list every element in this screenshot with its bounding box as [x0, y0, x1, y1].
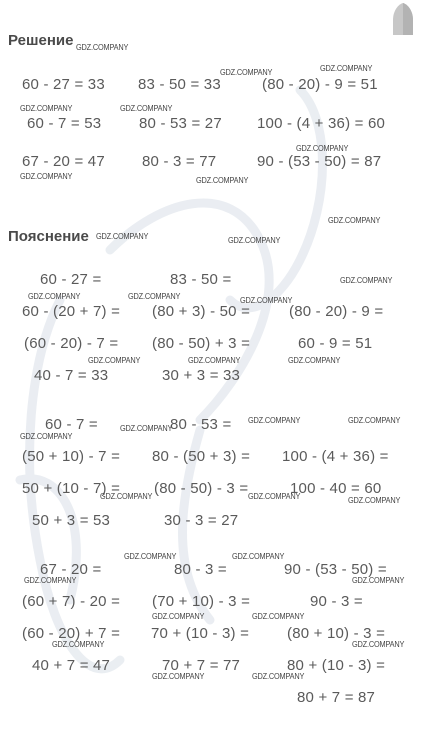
explanation-step: 70 + (10 - 3) = — [151, 625, 250, 642]
explanation-step: (60 - 20) + 7 = — [22, 625, 121, 642]
solution-equation: 90 - (53 - 50) = 87 — [257, 153, 382, 170]
solution-equation: 80 - 53 = 27 — [139, 115, 222, 132]
watermark-label: GDZ.COMPANY — [296, 144, 349, 153]
watermark-label: GDZ.COMPANY — [240, 296, 293, 305]
explanation-step: 100 - (4 + 36) = — [282, 448, 389, 465]
watermark-label: GDZ.COMPANY — [328, 216, 381, 225]
explanation-step: (80 - 50) - 3 = — [154, 480, 249, 497]
watermark-label: GDZ.COMPANY — [320, 64, 373, 73]
watermark-label: GDZ.COMPANY — [120, 424, 173, 433]
watermark-label: GDZ.COMPANY — [20, 172, 73, 181]
solution-equation: 100 - (4 + 36) = 60 — [257, 115, 386, 132]
explanation-step: 70 + 7 = 77 — [162, 657, 241, 674]
explanation-step: (80 + 10) - 3 = — [287, 625, 386, 642]
logo-icon — [390, 2, 416, 36]
watermark-label: GDZ.COMPANY — [100, 492, 153, 501]
solution-equation: 80 - 3 = 77 — [142, 153, 217, 170]
watermark-label: GDZ.COMPANY — [52, 640, 105, 649]
watermark-label: GDZ.COMPANY — [252, 612, 305, 621]
explanation-step: 90 - (53 - 50) = — [284, 561, 387, 578]
watermark-label: GDZ.COMPANY — [248, 492, 301, 501]
solution-equation: (80 - 20) - 9 = 51 — [262, 76, 378, 93]
watermark-label: GDZ.COMPANY — [96, 232, 149, 241]
explanation-step: 90 - 3 = — [310, 593, 363, 610]
explanation-step: (60 - 20) - 7 = — [24, 335, 119, 352]
watermark-label: GDZ.COMPANY — [352, 640, 405, 649]
explanation-step: (80 - 20) - 9 = — [289, 303, 384, 320]
solution-heading: Решение — [8, 32, 74, 49]
explanation-step: 80 - 3 = — [174, 561, 227, 578]
explanation-step: 60 - 27 = — [40, 271, 102, 288]
explanation-heading: Пояснение — [8, 228, 89, 245]
watermark-label: GDZ.COMPANY — [288, 356, 341, 365]
watermark-label: GDZ.COMPANY — [228, 236, 281, 245]
watermark-label: GDZ.COMPANY — [24, 576, 77, 585]
explanation-step: 67 - 20 = — [40, 561, 102, 578]
watermark-label: GDZ.COMPANY — [252, 672, 305, 681]
explanation-step: (80 + 3) - 50 = — [152, 303, 251, 320]
explanation-step: (60 + 7) - 20 = — [22, 593, 121, 610]
watermark-label: GDZ.COMPANY — [152, 612, 205, 621]
explanation-step: (80 - 50) + 3 = — [152, 335, 251, 352]
explanation-step: 80 - (50 + 3) = — [152, 448, 251, 465]
solution-equation: 67 - 20 = 47 — [22, 153, 105, 170]
watermark-label: GDZ.COMPANY — [348, 416, 401, 425]
explanation-step: 30 - 3 = 27 — [164, 512, 239, 529]
watermark-label: GDZ.COMPANY — [152, 672, 205, 681]
watermark-label: GDZ.COMPANY — [76, 43, 129, 52]
explanation-step: 80 - 53 = — [170, 416, 232, 433]
explanation-step: 80 + 7 = 87 — [297, 689, 376, 706]
explanation-step: 40 + 7 = 47 — [32, 657, 111, 674]
watermark-label: GDZ.COMPANY — [120, 104, 173, 113]
solution-equation: 83 - 50 = 33 — [138, 76, 221, 93]
watermark-label: GDZ.COMPANY — [188, 356, 241, 365]
explanation-step: 60 - 9 = 51 — [298, 335, 373, 352]
watermark-label: GDZ.COMPANY — [348, 496, 401, 505]
watermark-label: GDZ.COMPANY — [20, 432, 73, 441]
explanation-step: 100 - 40 = 60 — [290, 480, 382, 497]
watermark-label: GDZ.COMPANY — [196, 176, 249, 185]
watermark-label: GDZ.COMPANY — [88, 356, 141, 365]
watermark-label: GDZ.COMPANY — [352, 576, 405, 585]
explanation-step: 83 - 50 = — [170, 271, 232, 288]
watermark-label: GDZ.COMPANY — [340, 276, 393, 285]
explanation-step: 40 - 7 = 33 — [34, 367, 109, 384]
watermark-label: GDZ.COMPANY — [232, 552, 285, 561]
watermark-label: GDZ.COMPANY — [124, 552, 177, 561]
explanation-step: 60 - 7 = — [45, 416, 98, 433]
watermark-label: GDZ.COMPANY — [28, 292, 81, 301]
explanation-step: (70 + 10) - 3 = — [152, 593, 251, 610]
explanation-step: 80 + (10 - 3) = — [287, 657, 386, 674]
explanation-step: 60 - (20 + 7) = — [22, 303, 121, 320]
solution-equation: 60 - 27 = 33 — [22, 76, 105, 93]
solution-equation: 60 - 7 = 53 — [27, 115, 102, 132]
explanation-step: 50 + (10 - 7) = — [22, 480, 121, 497]
watermark-label: GDZ.COMPANY — [20, 104, 73, 113]
watermark-label: GDZ.COMPANY — [248, 416, 301, 425]
watermark-label: GDZ.COMPANY — [128, 292, 181, 301]
explanation-step: 30 + 3 = 33 — [162, 367, 241, 384]
explanation-step: (50 + 10) - 7 = — [22, 448, 121, 465]
explanation-step: 50 + 3 = 53 — [32, 512, 111, 529]
watermark-label: GDZ.COMPANY — [220, 68, 273, 77]
